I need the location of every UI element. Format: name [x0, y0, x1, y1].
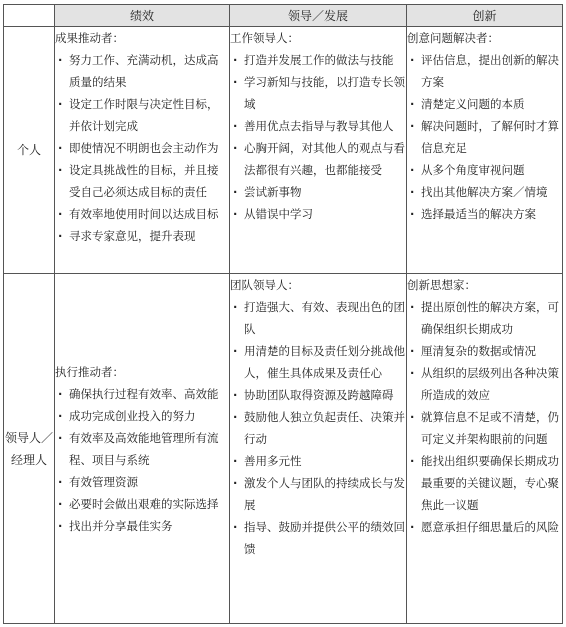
bullet-list: [55, 383, 229, 537]
list-item: · 指导、鼓励并提供公平的绩效回馈: [230, 516, 406, 560]
list-item: · 找出其他解决方案／情境: [407, 181, 562, 203]
list-item: · 能找出组织要确保长期成功最重要的关键议题，专心聚焦此一议题: [407, 450, 562, 516]
list-item: · 就算信息不足或不清楚，仍可定义并架构眼前的问题: [407, 406, 562, 450]
cell-leader-innovation: [407, 274, 563, 624]
list-item: · 厘清复杂的数据或情况: [407, 340, 562, 362]
cell-individual-performance: [55, 27, 230, 274]
cell-individual-leadership: [230, 27, 407, 274]
header-performance: 绩效: [55, 5, 230, 27]
list-item: · 解决问题时，了解何时才算信息充足: [407, 115, 562, 159]
cell-leader-performance: [55, 274, 230, 624]
bullet-list: [55, 49, 229, 247]
cell-individual-innovation: [407, 27, 563, 274]
header-innovation: 创新: [407, 5, 563, 27]
list-item: · 努力工作、充满动机，达成高质量的结果: [55, 49, 229, 93]
list-item: · 评估信息，提出创新的解决方案: [407, 49, 562, 93]
cell-leader-leadership: [230, 274, 407, 624]
list-item: · 选择最适当的解决方案: [407, 203, 562, 225]
cell-heading: 工作领导人：: [230, 31, 299, 45]
list-item: · 尝试新事物: [230, 181, 406, 203]
list-item: · 从多个角度审视问题: [407, 159, 562, 181]
list-item: · 用清楚的目标及责任划分挑战他人，催生具体成果及责任心: [230, 340, 406, 384]
cell-heading: 团队领导人：: [230, 278, 299, 292]
list-item: · 有效率地使用时间以达成目标: [55, 203, 229, 225]
list-item: · 激发个人与团队的持续成长与发展: [230, 472, 406, 516]
list-item: · 确保执行过程有效率、高效能: [55, 383, 229, 405]
list-item: · 有效管理资源: [55, 471, 229, 493]
corner-cell: [4, 5, 55, 27]
row-label-leader-manager: 领导人／经理人: [4, 274, 55, 624]
list-item: · 心胸开阔，对其他人的观点与看法都很有兴趣，也都能接受: [230, 137, 406, 181]
list-item: · 清楚定义问题的本质: [407, 93, 562, 115]
cell-heading: 创新思想家：: [407, 278, 476, 292]
row-individual: [4, 27, 563, 274]
list-item: · 打造强大、有效、表现出色的团队: [230, 296, 406, 340]
list-item: · 提出原创性的解决方案，可确保组织长期成功: [407, 296, 562, 340]
list-item: · 成功完成创业投入的努力: [55, 405, 229, 427]
bullet-list: [230, 296, 406, 560]
list-item: · 必要时会做出艰难的实际选择: [55, 493, 229, 515]
list-item: · 有效率及高效能地管理所有流程、项目与系统: [55, 427, 229, 471]
cell-heading: 创意问题解决者：: [407, 31, 499, 45]
header-row: [4, 5, 563, 27]
list-item: · 协助团队取得资源及跨越障碍: [230, 384, 406, 406]
list-item: · 寻求专家意见，提升表现: [55, 225, 229, 247]
competency-matrix: [3, 4, 563, 624]
list-item: · 学习新知与技能，以打造专长领域: [230, 71, 406, 115]
list-item: · 从错误中学习: [230, 203, 406, 225]
bullet-list: [230, 49, 406, 225]
list-item: · 愿意承担仔细思量后的风险: [407, 516, 562, 538]
bullet-list: [407, 296, 562, 538]
list-item: · 找出并分享最佳实务: [55, 515, 229, 537]
list-item: · 善用优点去指导与教导其他人: [230, 115, 406, 137]
bullet-list: [407, 49, 562, 225]
cell-heading: 成果推动者：: [55, 31, 124, 45]
list-item: · 即使情况不明朗也会主动作为: [55, 137, 229, 159]
list-item: · 打造并发展工作的做法与技能: [230, 49, 406, 71]
row-leader-manager: [4, 274, 563, 624]
list-item: · 设定工作时限与决定性目标，并依计划完成: [55, 93, 229, 137]
list-item: · 从组织的层级列出各种决策所造成的效应: [407, 362, 562, 406]
row-label-individual: 个人: [4, 27, 55, 274]
header-leadership: 领导／发展: [230, 5, 407, 27]
cell-heading: 执行推动者：: [55, 364, 124, 379]
list-item: · 善用多元性: [230, 450, 406, 472]
list-item: · 设定具挑战性的目标，并且接受自己必须达成目标的责任: [55, 159, 229, 203]
list-item: · 鼓励他人独立负起责任、决策并行动: [230, 406, 406, 450]
